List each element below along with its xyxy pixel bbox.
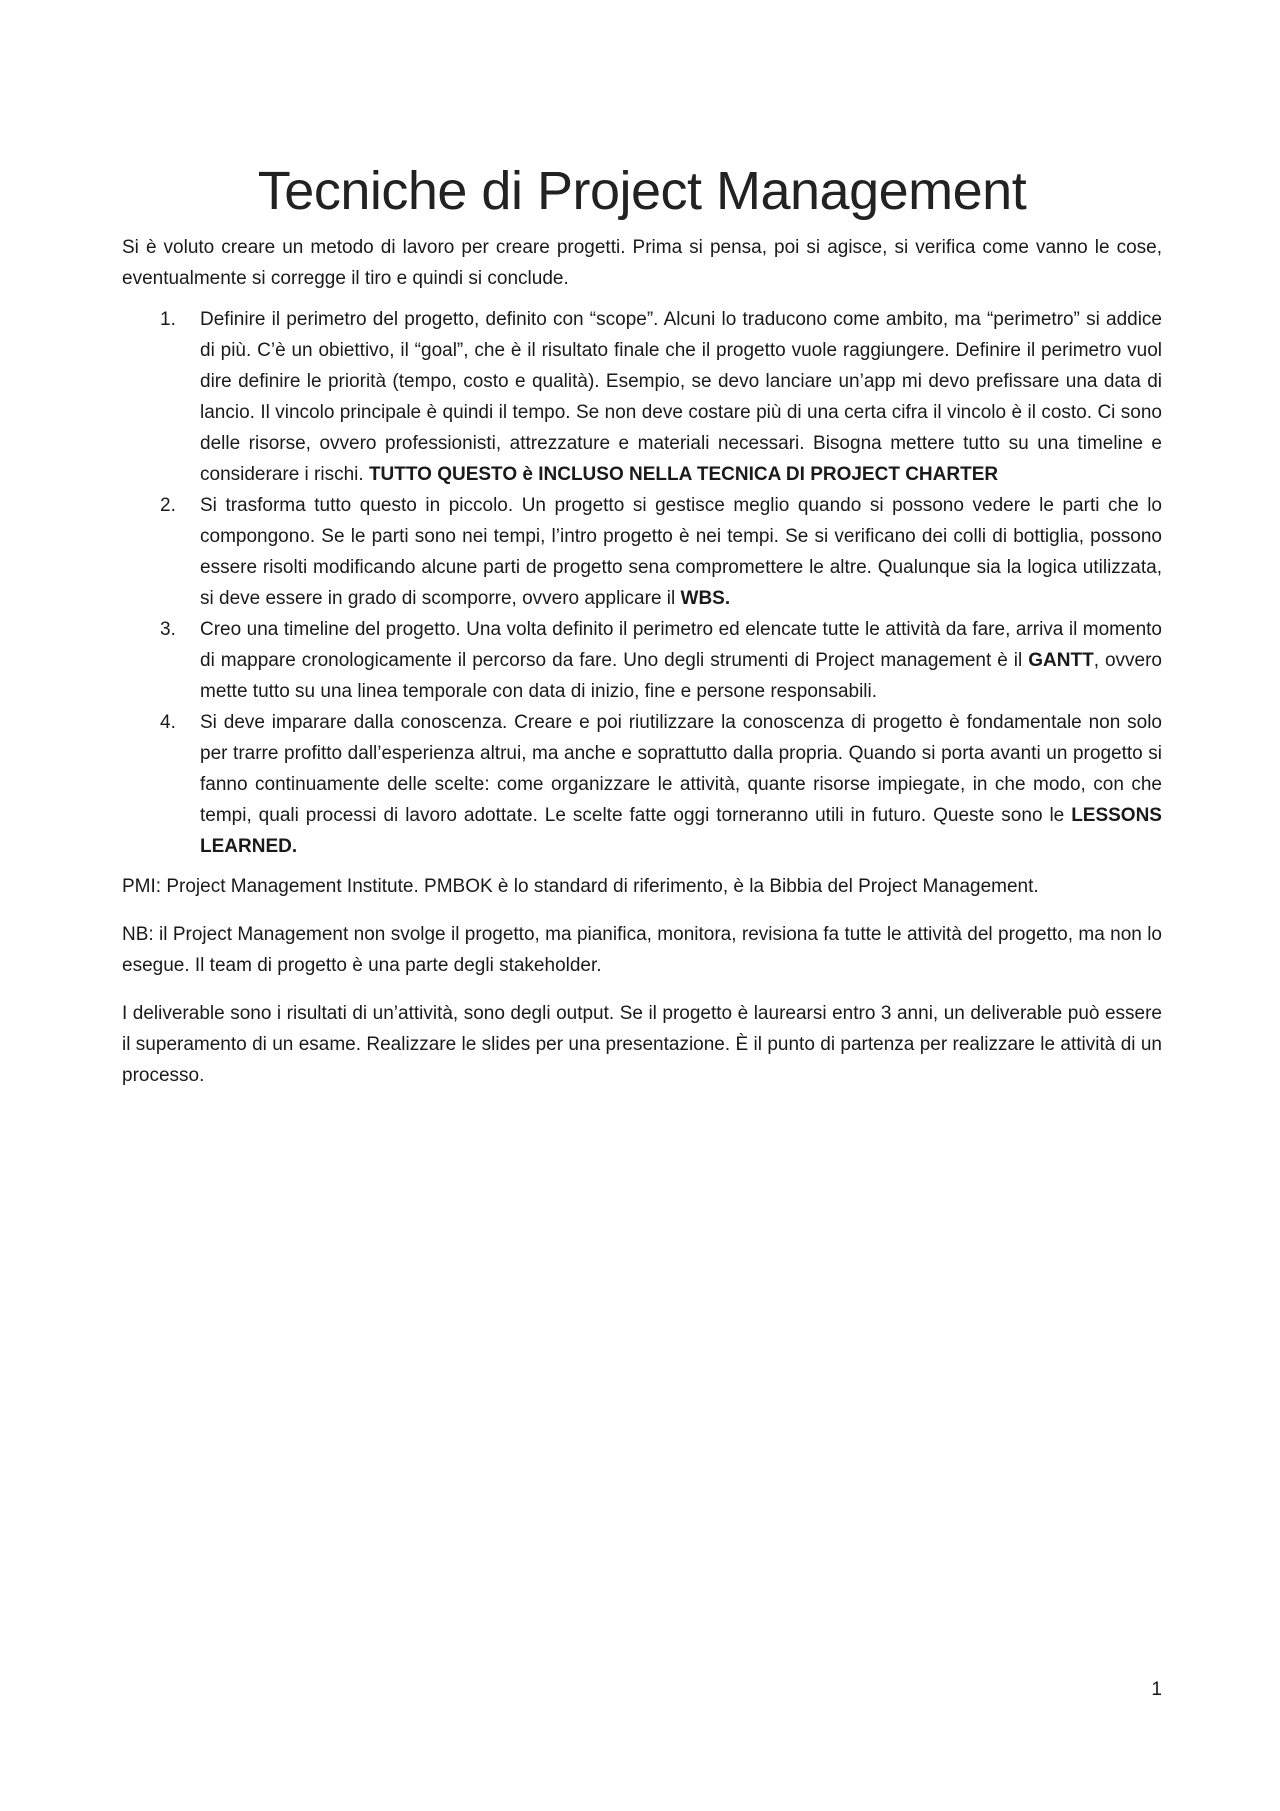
step-bold-text: TUTTO QUESTO è INCLUSO NELLA TECNICA DI PROJECT CHARTER — [368, 464, 999, 485]
step-text: Creo una timeline del progetto. Una volta definito il perimetro ed elencate tutte le attività da fare, arriva il momento di mappare cronologicamente il percorso da fare. Uno degli strumenti di Project management è il — [200, 619, 1162, 671]
step-number: 2. — [160, 495, 176, 516]
pmi-paragraph: PMI: Project Management Institute. PMBOK è lo standard di riferimento, è la Bibbia del Project Management. — [122, 876, 1039, 897]
step-number: 4. — [160, 712, 176, 733]
page-number: 1 — [1151, 1679, 1162, 1700]
step-item — [122, 707, 1162, 862]
nb-paragraph: NB: il Project Management non svolge il progetto, ma pianifica, monitora, revisiona fa tutte le attività del progetto, ma non lo esegue. Il team di progetto è una parte degli stakeholder. — [122, 924, 1162, 976]
step-bold-text: GANTT — [1028, 650, 1094, 671]
deliverable-paragraph: I deliverable sono i risultati di un’attività, sono degli output. Se il progetto è laurearsi entro 3 anni, un deliverable può essere il superamento di un esame. Realizzare le slides per una presentazione. È il punto di partenza per realizzare le attività di un processo. — [122, 1003, 1162, 1086]
step-number: 1. — [160, 309, 176, 330]
document-title: Tecniche di Project Management — [257, 161, 1027, 221]
step-text: Si deve imparare dalla conoscenza. Creare e poi riutilizzare la conoscenza di progetto è fondamentale non solo per trarre profitto dall’esperienza altrui, ma anche e soprattutto dalla propria. Quando si porta avanti un progetto si fanno continuamente delle scelte: come organizzare le attività, quante risorse impiegate, in che modo, con che tempi, quali processi di lavoro adottate. Le scelte fatte oggi torneranno utili in futuro. Queste sono le — [200, 712, 1162, 826]
step-item — [122, 614, 1162, 707]
step-number: 3. — [160, 619, 176, 640]
step-item — [122, 304, 1162, 490]
intro-paragraph: Si è voluto creare un metodo di lavoro per creare progetti. Prima si pensa, poi si agisce, si verifica come vanno le cose, eventualmente si corregge il tiro e quindi si conclude. — [122, 237, 1162, 289]
step-after-text: , ovvero mette tutto su una linea temporale con data di inizio, fine e persone responsabili. — [200, 650, 1162, 702]
step-item — [122, 490, 1162, 614]
page-content — [122, 158, 1162, 1108]
step-bold-text: WBS. — [680, 588, 731, 609]
step-bold-text: LESSONS LEARNED. — [200, 805, 1162, 857]
steps-list — [122, 304, 1162, 862]
step-text: Definire il perimetro del progetto, definito con “scope”. Alcuni lo traducono come ambito, ma “perimetro” si addice di più. C’è un obiettivo, il “goal”, che è il risultato finale che il progetto vuole raggiungere. Definire il perimetro vuol dire definire le priorità (tempo, costo e qualità). Esempio, se devo lanciare un’app mi devo prefissare una data di lancio. Il vincolo principale è quindi il tempo. Se non deve costare più di una certa cifra il vincolo è il costo. Ci sono delle risorse, ovvero professionisti, attrezzature e materiali necessari. Bisogna mettere tutto su una timeline e considerare i rischi. — [200, 309, 1162, 485]
step-text: Si trasforma tutto questo in piccolo. Un progetto si gestisce meglio quando si possono vedere le parti che lo compongono. Se le parti sono nei tempi, l’intro progetto è nei tempi. Se si verificano dei colli di bottiglia, possono essere risolti modificando alcune parti de progetto sena compromettere le altre. Qualunque sia la logica utilizzata, si deve essere in grado di scomporre, ovvero applicare il — [200, 495, 1162, 609]
